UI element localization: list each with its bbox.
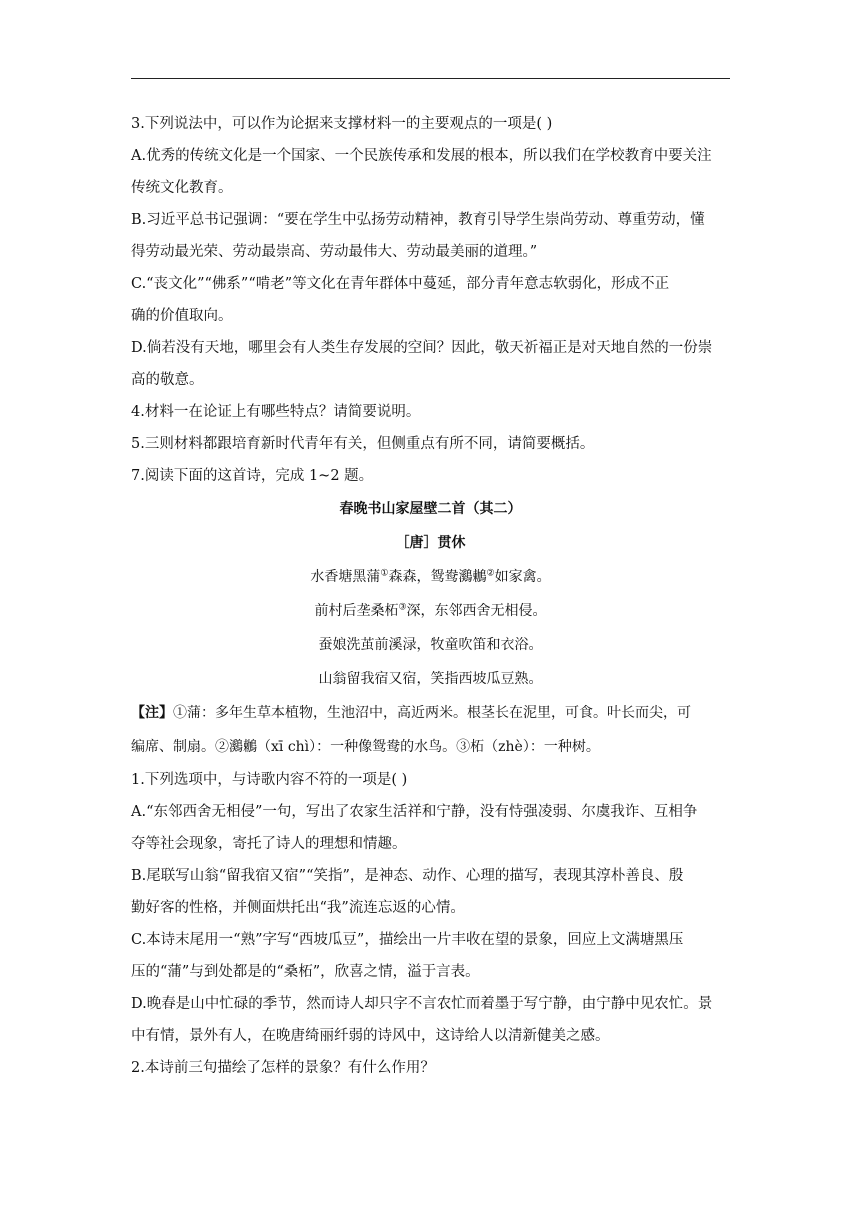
footnote-marker-2: ②: [486, 568, 495, 579]
question-3-option-d-line2: 高的敬意。: [131, 372, 204, 388]
question-3-option-b-line2: 得劳动最光荣、劳动最崇高、劳动最伟大、劳动最美丽的道理。”: [131, 244, 538, 260]
poem-line-2-part-a: 前村后垄桑柘: [314, 603, 399, 619]
question-3-option-c-line1: C.“丧文化”“佛系”“啃老”等文化在青年群体中蔓延，部分青年意志软弱化，形成不正: [131, 276, 670, 292]
question-3-option-b-line1: B.习近平总书记强调：“要在学生中弘扬劳动精神，教育引导学生崇尚劳动、尊重劳动，懂: [131, 212, 705, 228]
question-3-option-d-line1: D.倘若没有天地，哪里会有人类生存发展的空间？因此，敬天祈福正是对天地自然的一份崇: [131, 340, 713, 356]
question-3-option-a-line1: A.优秀的传统文化是一个国家、一个民族传承和发展的根本，所以我们在学校教育中要关注: [131, 148, 712, 164]
question-5: 5.三则材料都跟培育新时代青年有关，但侧重点有所不同，请简要概括。: [131, 436, 595, 452]
poem-note-label: 【注】: [131, 705, 173, 721]
poem-title: 春晚书山家屋壁二首（其二）: [339, 501, 522, 517]
poem-note-line2: 编席、制扇。②鸂鶒（xī chì）：一种像鸳鸯的水鸟。③柘（zhè）：一种树。: [131, 739, 600, 755]
poem-line-4: 山翁留我宿又宿，笑指西坡瓜豆熟。: [318, 671, 543, 687]
footnote-marker-3: ③: [398, 602, 407, 613]
question-1-option-c-line1: C.本诗末尾用一“熟”字写“西坡瓜豆”，描绘出一片丰收在望的景象，回应上文满塘黑压: [131, 932, 684, 948]
question-1-option-a-line1: A.“东邻西舍无相侵”一句，写出了农家生活祥和宁静，没有恃强凌弱、尔虞我诈、互相争: [131, 804, 698, 820]
question-1-option-b-line1: B.尾联写山翁“留我宿又宿”“笑指”，是神态、动作、心理的描写，表现其淳朴善良、殷: [131, 868, 684, 884]
poem-author: ［唐］贯休: [395, 535, 466, 551]
question-2: 2.本诗前三句描绘了怎样的景象？有什么作用？: [131, 1060, 435, 1076]
question-1-option-a-line2: 夺等社会现象，寄托了诗人的理想和情趣。: [131, 836, 407, 852]
question-1-option-c-line2: 压的“蒲”与到处都是的“桑柘”，欣喜之情，溢于言表。: [131, 964, 480, 980]
question-4: 4.材料一在论证上有哪些特点？请简要说明。: [131, 404, 421, 420]
poem-note-text-1: ①蒲：多年生草本植物，生池沼中，高近两米。根茎长在泥里，可食。叶长而尖，可: [173, 705, 691, 721]
poem-line-1-part-c: 如家禽。: [494, 569, 551, 585]
poem-line-2-part-b: 深，东邻西舍无相侵。: [406, 603, 547, 619]
question-7-intro: 7.阅读下面的这首诗，完成 1~2 题。: [131, 468, 374, 484]
question-1-option-d-line2: 中有情，景外有人，在晚唐绮丽纤弱的诗风中，这诗给人以清新健美之感。: [131, 1028, 610, 1044]
poem-line-3: 蚕娘洗茧前溪渌，牧童吹笛和衣浴。: [318, 637, 543, 653]
question-1-stem: 1.下列选项中，与诗歌内容不符的一项是( ): [131, 772, 408, 788]
poem-note-line1: [131, 696, 730, 730]
question-1-option-b-line2: 勤好客的性格，并侧面烘托出“我”流连忘返的心情。: [131, 900, 465, 916]
question-3-stem: 3.下列说法中，可以作为论据来支撑材料一的主要观点的一项是( ): [131, 116, 553, 132]
question-3-option-c-line2: 确的价值取向。: [131, 308, 233, 324]
poem-line-1-part-b: 森森，鸳鸯鸂鶒: [388, 569, 487, 585]
question-1-option-d-line1: D.晚春是山中忙碌的季节，然而诗人却只字不言农忙而着墨于写宁静，由宁静中见农忙。景: [131, 996, 713, 1012]
document-body: [131, 108, 730, 1084]
footnote-marker-1: ①: [380, 568, 389, 579]
poem-line-1-part-a: 水香塘黑蒲: [310, 569, 381, 585]
question-3-option-a-line2: 传统文化教育。: [131, 180, 233, 196]
header-rule: [131, 78, 730, 79]
poem-line-2: [131, 594, 730, 628]
poem-line-1: [131, 560, 730, 594]
